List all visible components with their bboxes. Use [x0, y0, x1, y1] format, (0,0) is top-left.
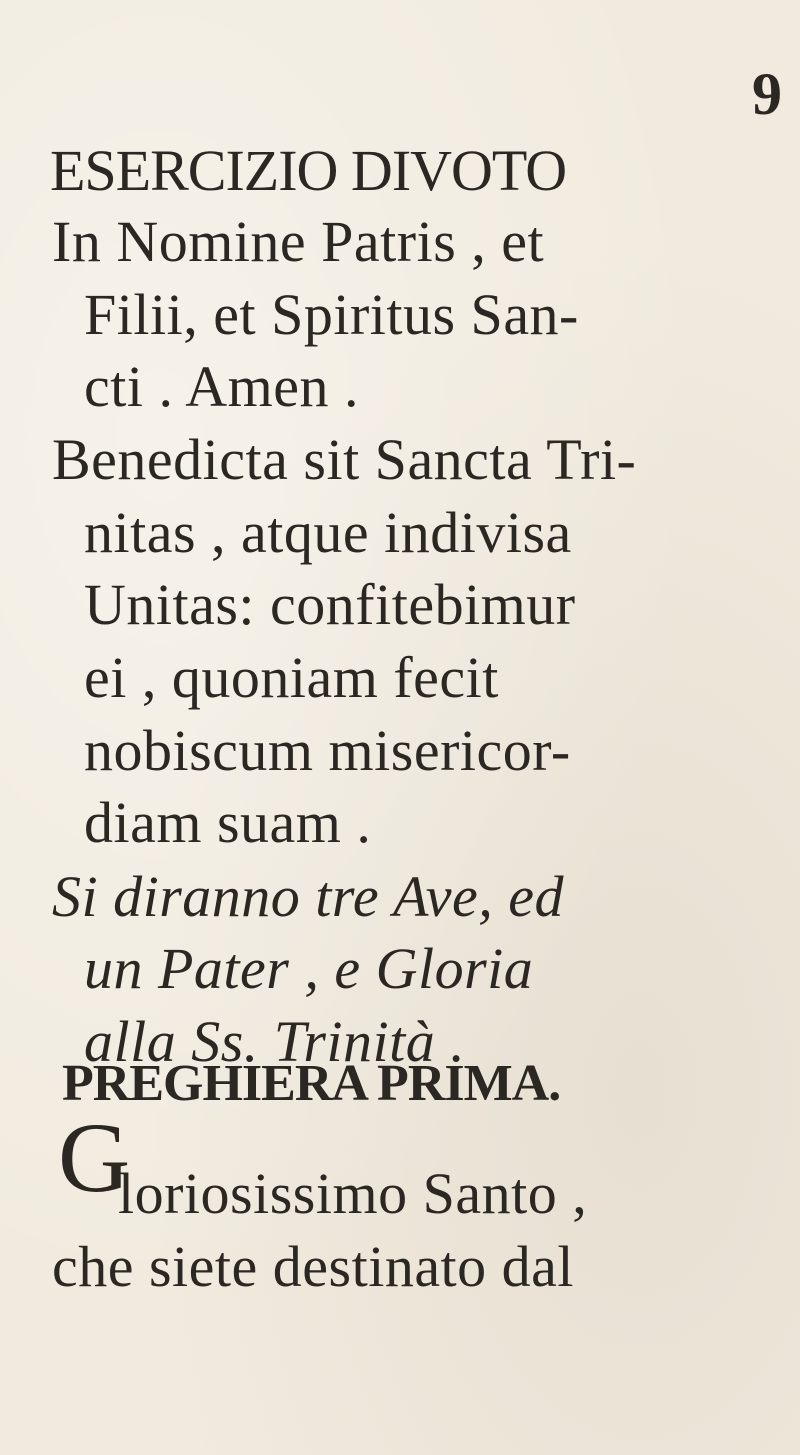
- text-line: nitas , atque indivisa: [84, 500, 572, 565]
- text-line: ei , quoniam fecit: [84, 645, 499, 710]
- text-line: Benedicta sit Sancta Tri-: [52, 427, 637, 492]
- text-line: Unitas: confitebimur: [84, 572, 576, 637]
- rubric-line: Si diranno tre Ave, ed: [52, 864, 564, 929]
- text-line: nobiscum misericor-: [84, 718, 571, 783]
- text-line: loriosissimo Santo ,: [118, 1161, 588, 1226]
- drop-cap: G: [58, 1102, 131, 1213]
- text-line: che siete destinato dal: [52, 1234, 575, 1299]
- subheading: PREGHIERA PRIMA.: [62, 1055, 561, 1112]
- text-line: diam suam .: [84, 790, 372, 855]
- page-number: 9: [752, 61, 782, 127]
- text-line: cti . Amen .: [84, 354, 360, 419]
- text-line: In Nomine Patris , et: [52, 209, 545, 274]
- text-line: Filii, et Spiritus San-: [84, 282, 579, 347]
- rubric-line: un Pater , e Gloria: [84, 936, 534, 1001]
- rubric-line: alla Ss. Trinità .: [84, 1009, 466, 1074]
- section-heading: ESERCIZIO DIVOTO: [50, 138, 567, 203]
